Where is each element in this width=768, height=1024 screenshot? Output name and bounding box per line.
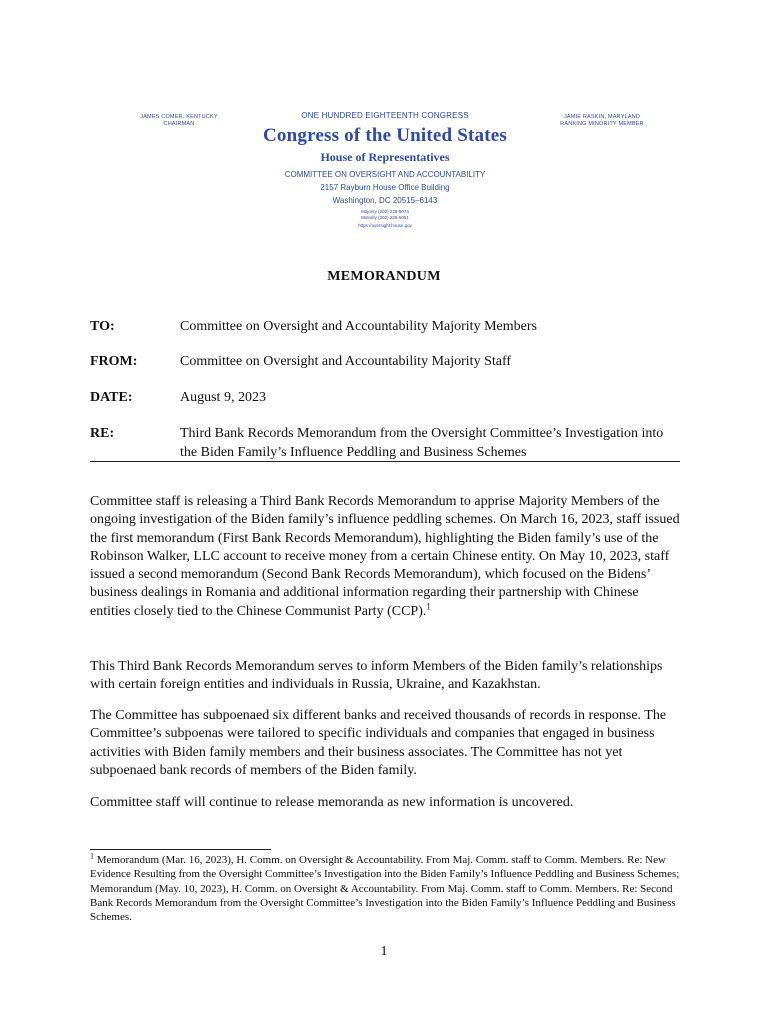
paragraph-2-text: This Third Bank Records Memorandum serves to inform Members of the Biden family’s relationships with certain foreign entities and individuals in Russia, Ukraine, and Kazakhstan.: [90, 659, 663, 693]
house-title: House of Representatives: [320, 150, 450, 164]
header-divider: [90, 461, 680, 462]
chairman-name: JAMES COMER, KENTUCKY: [140, 114, 218, 120]
letterhead-ranking-member: [556, 114, 648, 128]
chairman-title: CHAIRMAN: [163, 121, 195, 127]
paragraph-4-text: Committee staff will continue to release memoranda as new information is uncovered.: [90, 795, 574, 810]
to-label: TO:: [90, 319, 115, 334]
to-value: Committee on Oversight and Accountability Majority Members: [180, 319, 537, 334]
committee-city: Washington, DC 20515–6143: [332, 196, 438, 205]
ranking-member-title: RANKING MINORITY MEMBER: [560, 121, 644, 127]
footnote-ref-1[interactable]: 1: [426, 601, 431, 612]
re-label: RE:: [90, 426, 115, 441]
body-paragraph-3: [90, 707, 680, 780]
memo-title: MEMORANDUM: [327, 269, 441, 284]
phone-numbers: [230, 209, 540, 221]
from-label: FROM:: [90, 354, 138, 369]
paragraph-3-text: The Committee has subpoenaed six different banks and received thousands of records in response. The Committee’s subpoenas were tailored to specific individuals and companies that engaged in business activities with Biden family members and their business associates. The Committee has not yet subpoenaed bank records of members of the Biden family.: [90, 708, 667, 778]
paragraph-1-text: Committee staff is releasing a Third Bank Records Memorandum to apprise Majority Members of the ongoing investigation of the Biden family’s influence peddling schemes. On March 16, 2023, staff issued the first memorandum (First Bank Records Memorandum), highlighting the Biden family’s use of the Robinson Walker, LLC account to receive money from a certain Chinese entity. On May 10, 2023, staff issued a second memorandum (Second Bank Records Memorandum), which focused on the Bidens’ business dealings in Romania and additional information regarding their partnership with Chinese entities closely tied to the Chinese Communist Party (CCP).: [90, 494, 680, 619]
body-paragraph-1: [90, 493, 680, 621]
date-label: DATE:: [90, 390, 133, 405]
letterhead: [230, 111, 540, 228]
majority-phone: Majority (202) 225-5074: [361, 209, 409, 214]
date-value: August 9, 2023: [180, 390, 266, 405]
committee-url: https://oversight.house.gov: [358, 223, 412, 228]
from-value: Committee on Oversight and Accountability Majority Staff: [180, 354, 512, 369]
footnote-number: 1: [90, 851, 94, 861]
re-value: Third Bank Records Memorandum from the Oversight Committee’s Investigation into the Biden Family’s Influence Peddling and Business Schemes: [180, 426, 664, 460]
committee-name: COMMITTEE ON OVERSIGHT AND ACCOUNTABILITY: [284, 170, 486, 179]
body-paragraph-2: [90, 658, 680, 695]
page-number: 1: [380, 944, 388, 959]
body-paragraph-4: [90, 794, 680, 812]
congress-title: Congress of the United States: [263, 125, 507, 146]
footnote-text: Memorandum (Mar. 16, 2023), H. Comm. on Oversight & Accountability. From Maj. Comm. staff to Comm. Members. Re: New Evidence Resulting from the Oversight Committee’s Investigation into the Biden Family’s Influence Peddling and Business Schemes; Memorandum (May. 10, 2023), H. Comm. on Oversight & Accountability. From Maj. Comm. staff to Comm. Members. Re: Second Bank Records Memorandum from the Oversight Committee’s Investigation into the Biden Family’s Influence Peddling and Business Schemes.: [90, 854, 680, 924]
committee-address: 2157 Rayburn House Office Building: [320, 183, 450, 192]
footnote-divider: [90, 849, 271, 850]
minority-phone: Minority (202) 225-5051: [361, 215, 409, 220]
footnote-1: [90, 853, 680, 924]
ranking-member-name: JAMIE RASKIN, MARYLAND: [563, 114, 641, 120]
congress-number: ONE HUNDRED EIGHTEENTH CONGRESS: [301, 111, 469, 120]
letterhead-chairman: [138, 114, 220, 128]
